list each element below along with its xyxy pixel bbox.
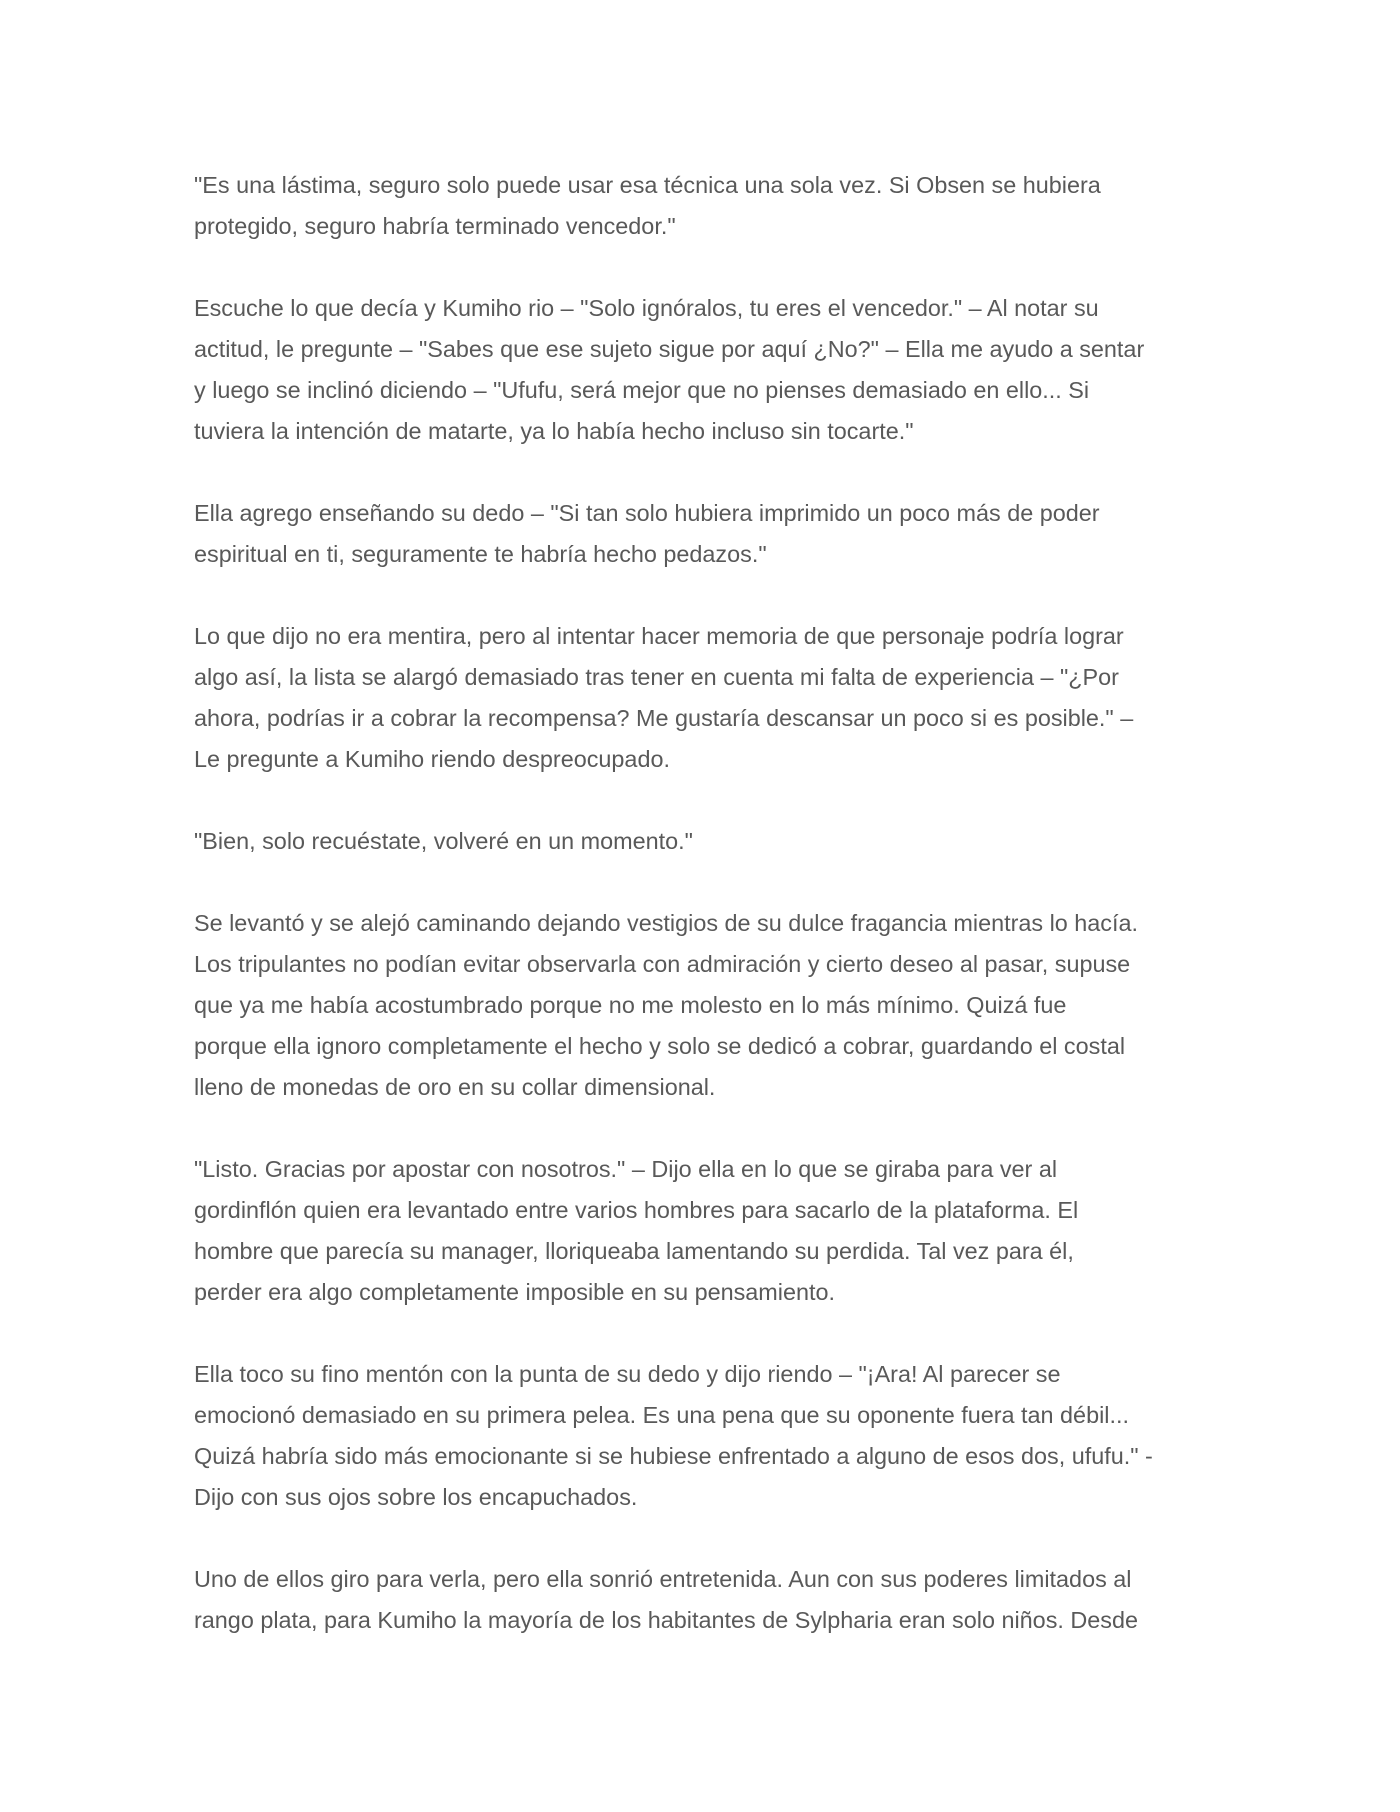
text-line: rango plata, para Kumiho la mayoría de los habitantes de Sylpharia eran solo niños. Desde (194, 1607, 1138, 1633)
paragraph (194, 1354, 1204, 1518)
text-line: lleno de monedas de oro en su collar dimensional. (194, 1074, 716, 1100)
paragraph (194, 493, 1204, 575)
text-line: que ya me había acostumbrado porque no me molesto en lo más mínimo. Quizá fue (194, 992, 1067, 1018)
paragraph (194, 903, 1204, 1108)
paragraph (194, 165, 1204, 247)
text-line: emocionó demasiado en su primera pelea. Es una pena que su oponente fuera tan débil... (194, 1402, 1129, 1428)
text-line: "Bien, solo recuéstate, volveré en un momento." (194, 828, 693, 854)
text-line: y luego se inclinó diciendo – "Ufufu, será mejor que no pienses demasiado en ello... Si (194, 377, 1090, 403)
paragraph (194, 288, 1204, 452)
text-line: algo así, la lista se alargó demasiado tras tener en cuenta mi falta de experiencia – "¿Por (194, 664, 1119, 690)
text-line: "Listo. Gracias por apostar con nosotros." – Dijo ella en lo que se giraba para ver al (194, 1156, 1058, 1182)
text-line: Quizá habría sido más emocionante si se hubiese enfrentado a alguno de esos dos, ufufu." - (194, 1443, 1153, 1469)
text-line: hombre que parecía su manager, lloriqueaba lamentando su perdida. Tal vez para él, (194, 1238, 1074, 1264)
text-line: Ella agrego enseñando su dedo – "Si tan solo hubiera imprimido un poco más de poder (194, 500, 1100, 526)
text-line: gordinflón quien era levantado entre varios hombres para sacarlo de la plataforma. El (194, 1197, 1079, 1223)
paragraph (194, 1149, 1204, 1313)
document-body (194, 165, 1204, 1682)
text-line: Ella toco su fino mentón con la punta de su dedo y dijo riendo – "¡Ara! Al parecer se (194, 1361, 1061, 1387)
text-line: perder era algo completamente imposible en su pensamiento. (194, 1279, 836, 1305)
paragraph (194, 1559, 1204, 1641)
text-line: "Es una lástima, seguro solo puede usar esa técnica una sola vez. Si Obsen se hubiera (194, 172, 1101, 198)
text-line: tuviera la intención de matarte, ya lo había hecho incluso sin tocarte." (194, 418, 914, 444)
text-line: porque ella ignoro completamente el hecho y solo se dedicó a cobrar, guardando el costal (194, 1033, 1126, 1059)
text-line: protegido, seguro habría terminado vencedor." (194, 213, 676, 239)
text-line: Escuche lo que decía y Kumiho rio – "Solo ignóralos, tu eres el vencedor." – Al notar su (194, 295, 1099, 321)
paragraph (194, 821, 1204, 862)
text-line: Se levantó y se alejó caminando dejando vestigios de su dulce fragancia mientras lo hacía. (194, 910, 1138, 936)
text-line: ahora, podrías ir a cobrar la recompensa? Me gustaría descansar un poco si es posible." – (194, 705, 1134, 731)
text-line: Lo que dijo no era mentira, pero al intentar hacer memoria de que personaje podría lograr (194, 623, 1124, 649)
text-line: actitud, le pregunte – "Sabes que ese sujeto sigue por aquí ¿No?" – Ella me ayudo a sentar (194, 336, 1145, 362)
text-line: Los tripulantes no podían evitar observarla con admiración y cierto deseo al pasar, supuse (194, 951, 1131, 977)
text-line: Le pregunte a Kumiho riendo despreocupado. (194, 746, 670, 772)
text-line: Uno de ellos giro para verla, pero ella sonrió entretenida. Aun con sus poderes limitados al (194, 1566, 1132, 1592)
text-line: espiritual en ti, seguramente te habría hecho pedazos." (194, 541, 767, 567)
paragraph (194, 616, 1204, 780)
text-line: Dijo con sus ojos sobre los encapuchados. (194, 1484, 638, 1510)
